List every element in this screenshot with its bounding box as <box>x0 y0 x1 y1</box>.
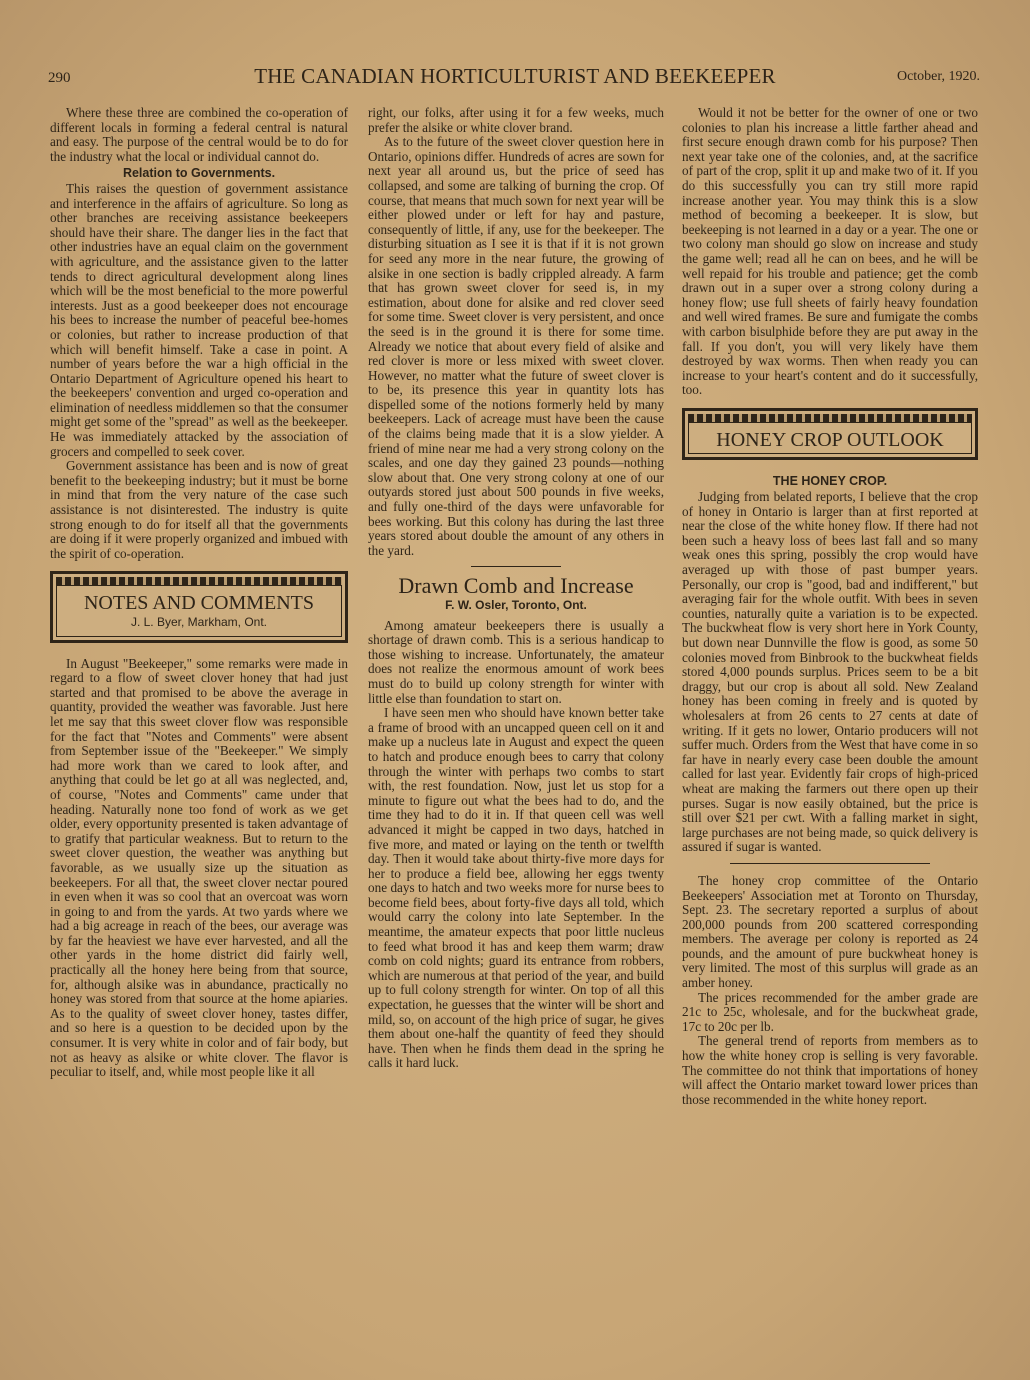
paragraph: The honey crop committee of the Ontario Beekeepers' Association met at Toronto on Thursday, Sept. 23. The secretary reported a surplus of about 200,000 pounds from 200 scattered corresponding members. The average per colony is reported as 24 pounds, and the amount of pure buckwheat honey is very limited. The most of this surplus will grade as an amber honey. <box>682 872 978 991</box>
page-number: 290 <box>48 70 71 86</box>
ornamental-border <box>56 577 342 585</box>
column-2 <box>368 106 664 1071</box>
page-header <box>40 62 990 92</box>
paragraph: Government assistance has been and is now of great benefit to the beekeeping industry; but it must be borne in mind that from the very nature of the case such assistance is not disinterested. The industry is quite strong enough to do for itself all that the governments are doing if it were properly organized and imbued with the spirit of co-operation. <box>50 458 348 561</box>
divider <box>471 566 561 567</box>
paragraph: Among amateur beekeepers there is usually a shortage of drawn comb. This is a serious handicap to those wishing to increase. Unfortunately, the amateur does not realize the enormous amount of work bees must do to build up colony strength for winter with little else than foundation to start on. <box>368 617 664 706</box>
box-inner <box>688 422 972 455</box>
paragraph: Judging from belated reports, I believe that the crop of honey in Ontario is larger than at first reported at near the close of the white honey flow. If there had not been such a heavy loss of bees last fall and so many weak ones this spring, possibly the crop would have averaged up with those of past bumper years. Personally, our crop is "good, bad and indifferent," but averaging fair for the whole outfit. With bees in seven counties, naturally quite a variation is to be expected. The buckwheat flow is very short here in York County, but down near Dunnville the flow is good, as some 50 colonies moved from Binbrook to the buckwheat fields stored 4,000 pounds surplus. Prices seem to be a bit draggy, but our crop is about all sold. New Zealand honey has been coming in freely and is quoted by wholesalers at from 26 cents to 27 cents at date of writing. If it gets no lower, Ontario producers will not suffer much. Orders from the West that have come in so far have in nearly every case been double the amount called for last year. Evidently fair crops of high-priced wheat are making the farmers out there open up their purses. Sugar is now easily obtained, but the price is still over $21 per cwt. With a falling market in sight, large purchases are not being made, so quick delivery is assured if sugar is wanted. <box>682 489 978 855</box>
section-subhead: Relation to Governments. <box>122 166 276 181</box>
box-byline: J. L. Byer, Markham, Ont. <box>130 615 268 629</box>
paragraph: In August "Beekeeper," some remarks were made in regard to a flow of sweet clover honey that had just started and that promised to be above the average in quantity, provided the weather was favorable. Just here let me say that this sweet clover flow was responsible for the fact that "Notes and Comments" were absent from September issue of the "Beekeeper." We simply had more work than we cared to look after, and anything that could be let go at all was neglected, and, of course, "Notes and Comments" came under that heading. Naturally none too fond of work as we get older, every opportunity presented is taken advantage of to gratify that particular weakness. But to return to the sweet clover question, the weather was anything but favorable, as we usually size up the situation as beekeepers. For all that, the sweet clover nectar poured in even when it was so cool that an overcoat was worn in going to and from the yards. At two yards where we had a big acreage in reach of the bees, our average was by far the heaviest we have ever harvested, and all the other yards in the home district did fairly well, practically all the honey here being from that source, for, although alsike was in abundance, practically no honey was stored from that source at the home apiaries. As to the quality of sweet clover honey, tastes differ, and so here is a question to be decided upon by the consumer. It is very white in color and of fair body, but not as heavy as alsike or white clover. The flavor is peculiar to itself, and, while most people like it all <box>50 655 348 1080</box>
paragraph: This raises the question of government assistance and interference in the affairs of agriculture. So long as other branches are receiving assistance beekeepers should have their share. The danger lies in the fact that other industries have an equal claim on the government with agriculture, and the assistance given to the latter tends to direct agricultural development along lines which will be the most beneficial to the more powerful interests. Just as a good beekeeper does not encourage his bees to increase the number of peaceful bee-homes or colonies, but rather to increase production of that which will benefit himself. Take a case in point. A number of years before the war a high official in the Ontario Department of Agriculture opened his heart to the beekeepers' convention and urged co-operation and elimination of needless middlemen so that the consumer might get some of the "spread" as well as the beekeeper. He was immediately attacked by the association of grocers and compelled to seek cover. <box>50 180 348 459</box>
box-title: NOTES AND COMMENTS <box>83 592 315 615</box>
journal-title: THE CANADIAN HORTICULTURIST AND BEEKEEPER <box>254 64 776 88</box>
paragraph: Would it not be better for the owner of one or two colonies to plan his increase a little farther ahead and first secure enough drawn comb for his purpose? Then next year take one of the colonies, and, at the sacrifice of part of the crop, split it up and make two of it. If you do this successfully you can try still more rapid increase another year. You may think this is a slow method of becoming a beekeeper. It is slow, but beekeeping is not learned in a day or a year. The one or two colony man should go slow on increase and study the game well; read all he can on bees, and he will be well repaid for his trouble and patience; get the comb drawn out in a super over a strong colony during a honey flow; use full sheets of fairly heavy foundation and well wired frames. Be sure and fumigate the combs with carbon bisulphide before they are put away in the fall. If you don't, you will very likely have them destroyed by wax worms. Then when ready you can increase to your heart's content and do it successfully, too. <box>682 105 978 398</box>
section-subhead: THE HONEY CROP. <box>772 474 888 489</box>
honey-crop-header-box <box>682 408 978 461</box>
ornamental-border <box>688 414 972 422</box>
divider <box>730 863 930 864</box>
paragraph: I have seen men who should have known better take a frame of brood with an uncapped queen cell on it and make up a nucleus late in August and expect the queen to hatch and produce enough bees to carry that colony through the winter with perhaps two combs to start with, the rest foundation. Now, just let us stop for a minute to figure out what the bees had to do, and the time they had to do it in. If that queen cell was well advanced it might be capped in two days, hatched in five more, and mated or laying on the tenth or twelfth day. Then it would take about thirty-five more days for her to produce a field bee, allowing her eggs twenty one days to hatch and two weeks more for nurse bees to become field bees, about forty-five days all told, which would carry the colony into late September. In the meantime, the amateur expects that poor little nucleus to feed what brood it has and keep them warm; draw comb on cold nights; guard its entrance from robbers, which are numerous at that period of the year, and build up to full colony strength for winter. On top of all this expectation, he guesses that the winter will be short and mild, so, on account of the high price of sugar, he gives them about one-half the quantity of feed they should have. Then when he finds them dead in the spring he calls it hard luck. <box>368 705 664 1071</box>
paragraph: Where these three are combined the co-operation of different locals in forming a federal central is natural and easy. The purpose of the central would be to do for the industry what the local or individual cannot do. <box>50 105 348 164</box>
issue-date: October, 1920. <box>896 69 980 84</box>
paragraph: The prices recommended for the amber grade are 21c to 25c, wholesale, and for the buckwheat grade, 17c to 20c per lb. <box>682 989 978 1034</box>
paragraph: The general trend of reports from members as to how the white honey crop is selling is very favorable. The committee do not think that importations of honey will affect the Ontario market toward lower prices than those recommended in the white honey report. <box>682 1033 978 1107</box>
article-byline: F. W. Osler, Toronto, Ont. <box>445 598 587 612</box>
column-1 <box>50 106 348 1080</box>
paragraph: right, our folks, after using it for a few weeks, much prefer the alsike or white clover brand. <box>368 105 664 135</box>
paragraph: As to the future of the sweet clover question here in Ontario, opinions differ. Hundreds of acres are sown for next year all around us, but the price of seed has collapsed, and some are talking of burning the crop. Of course, that means that much sown for next year will be either plowed under or left for hay and pasture, consequently of little, if any, use for the beekeeper. The disturbing situation as I see it is that if it is not grown for seed any more in the near future, the growing of alsike in one section is badly crippled already. A farm that has grown sweet clover for seed is, in my estimation, about done for alsike and red clover seed for some time. Sweet clover is very persistent, and once the seed is in the ground it is there for some time. Already we notice that about every field of alsike and red clover is more or less mixed with sweet clover. However, no matter what the future of sweet clover is to be, its presence this year in quantity lots has dispelled some of the notions formerly held by many beekeepers. Lack of acreage must have been the cause of the claims being made that it is a slow yielder. A friend of mine near me had a very strong colony on the scales, and one day they gained 23 pounds—nothing slow about that. One very strong colony at one of our outyards stored just about 500 pounds in five weeks, and fully one-third of the days were unfavorable for bees working. But this colony has during the last three years stored about double the amount of any others in the yard. <box>368 134 664 558</box>
article-title: Drawn Comb and Increase <box>398 573 634 599</box>
box-title: HONEY CROP OUTLOOK <box>716 428 944 451</box>
box-inner <box>56 585 342 636</box>
notes-comments-header-box <box>50 571 348 642</box>
column-3 <box>682 106 978 1107</box>
